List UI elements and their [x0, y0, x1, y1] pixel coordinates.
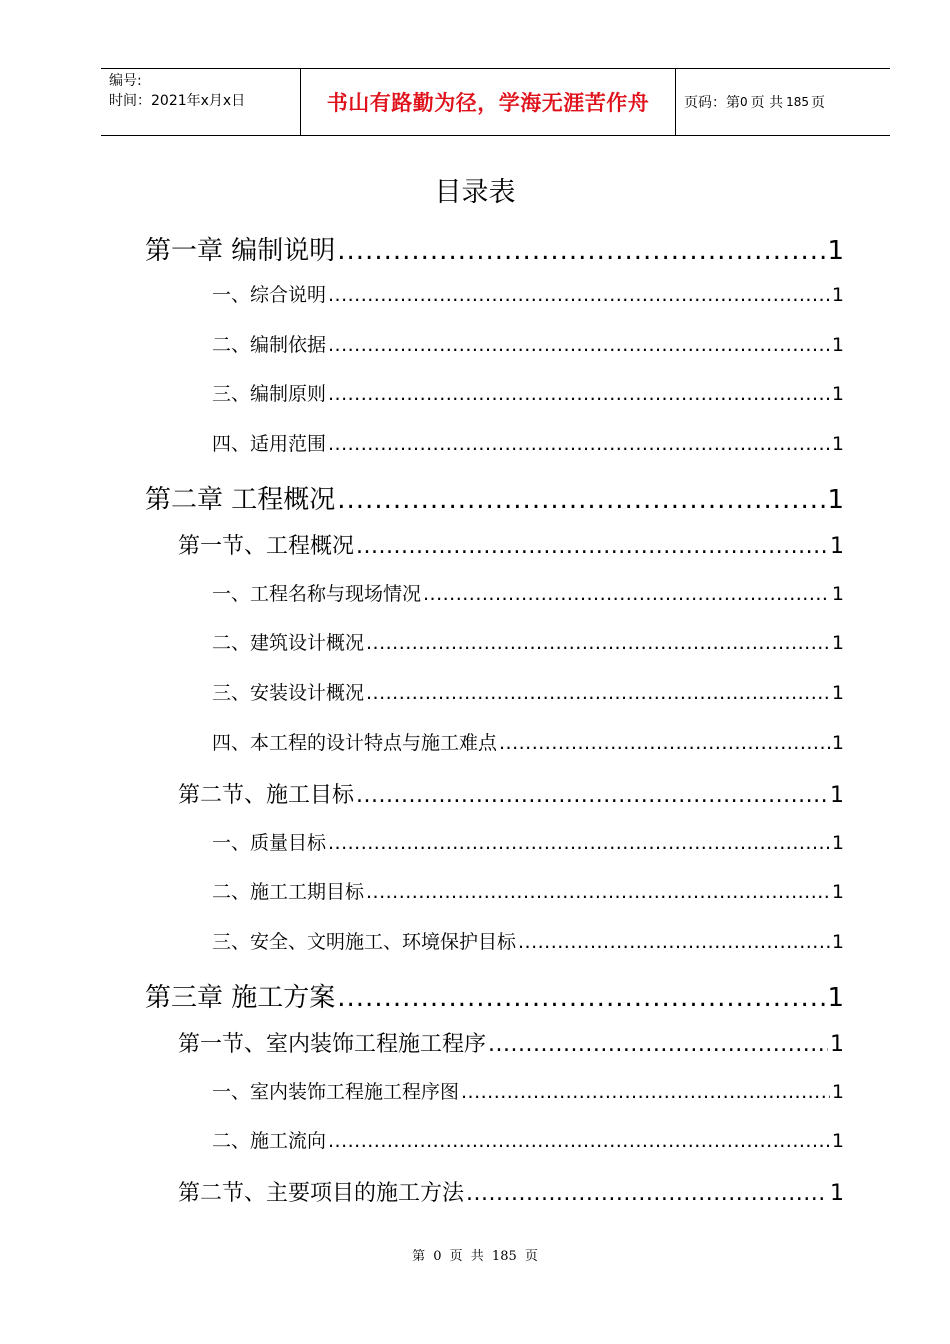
toc-entry-page: 1	[827, 485, 844, 515]
toc-entry-title: 第三章 施工方案	[145, 983, 336, 1013]
toc-entry-page: 1	[831, 383, 844, 405]
toc-entry-page: 1	[831, 682, 844, 704]
toc-entry[interactable]	[212, 828, 844, 855]
toc-entry-page: 1	[831, 1081, 844, 1103]
toc-entry[interactable]	[212, 429, 844, 456]
toc-leader-dots	[356, 534, 828, 559]
toc-entry-title: 二、施工流向	[212, 1130, 327, 1152]
toc-entry-title: 二、施工工期目标	[212, 881, 365, 903]
page-number: 0	[740, 95, 748, 109]
header-motto-cell	[301, 69, 676, 135]
toc-entry-page: 1	[827, 983, 844, 1013]
toc-entry-title: 一、质量目标	[212, 832, 327, 854]
toc-entry[interactable]	[212, 877, 844, 904]
toc-entry[interactable]	[145, 230, 844, 267]
page-footer: 第 0 页 共 185 页	[412, 1249, 538, 1264]
toc-leader-dots	[366, 632, 830, 654]
page-label: 页码：第	[684, 95, 740, 111]
toc-entry[interactable]	[178, 1176, 844, 1207]
toc-entry-page: 1	[831, 284, 844, 306]
serial-label: 编号:	[109, 73, 142, 89]
toc-entry-title: 一、工程名称与现场情况	[212, 583, 422, 605]
toc-entry-title: 第一章 编制说明	[145, 236, 336, 266]
toc-entry-title: 三、编制原则	[212, 383, 327, 405]
toc-entry-title: 一、综合说明	[212, 284, 327, 306]
toc-entry-page: 1	[830, 1181, 844, 1206]
date-label: 时间：2021年x月x日	[109, 93, 246, 109]
toc-entry-title: 三、安装设计概况	[212, 682, 365, 704]
toc-leader-dots	[423, 583, 830, 605]
toc-entry[interactable]	[212, 379, 844, 406]
toc-leader-dots	[337, 236, 825, 266]
toc-entry-page: 1	[830, 534, 844, 559]
toc-entry[interactable]	[212, 579, 844, 606]
toc-entry[interactable]	[212, 1126, 844, 1153]
toc-leader-dots	[337, 485, 825, 515]
toc-entry-page: 1	[831, 832, 844, 854]
toc-entry-title: 一、室内装饰工程施工程序图	[212, 1081, 460, 1103]
toc-leader-dots	[328, 334, 830, 356]
toc-entry-title: 第二章 工程概况	[145, 485, 336, 515]
header-meta	[101, 69, 301, 135]
page-total: 185	[786, 95, 809, 109]
toc-leader-dots	[356, 783, 828, 808]
toc-entry[interactable]	[212, 280, 844, 307]
page-header	[101, 68, 890, 136]
toc-leader-dots	[366, 682, 830, 704]
header-page-info	[676, 69, 890, 135]
toc-entry-page: 1	[830, 783, 844, 808]
toc-entry[interactable]	[178, 778, 844, 809]
toc-entry-page: 1	[827, 236, 844, 266]
toc-leader-dots	[328, 832, 830, 854]
document-title: 目录表	[434, 177, 516, 208]
toc-entry-page: 1	[831, 1130, 844, 1152]
toc-leader-dots	[337, 983, 825, 1013]
toc-entry[interactable]	[178, 529, 844, 560]
header-motto: 书山有路勤为径，学海无涯苦作舟	[326, 90, 650, 115]
toc-entry-title: 二、建筑设计概况	[212, 632, 365, 654]
toc-entry-title: 第一节、工程概况	[178, 534, 355, 559]
toc-leader-dots	[461, 1081, 830, 1103]
toc-entry-page: 1	[831, 433, 844, 455]
toc-leader-dots	[328, 433, 830, 455]
toc-entry-title: 四、本工程的设计特点与施工难点	[212, 732, 498, 754]
toc-entry-page: 1	[830, 1032, 844, 1057]
toc-entry[interactable]	[178, 1027, 844, 1058]
toc-leader-dots	[328, 284, 830, 306]
toc-leader-dots	[488, 1032, 828, 1057]
toc-entry[interactable]	[212, 330, 844, 357]
page-end: 页	[811, 95, 825, 111]
toc-entry[interactable]	[212, 728, 844, 755]
toc-entry[interactable]	[145, 479, 844, 516]
toc-entry-title: 三、安全、文明施工、环境保护目标	[212, 931, 517, 953]
toc-entry[interactable]	[212, 927, 844, 954]
toc-leader-dots	[466, 1181, 828, 1206]
toc-entry[interactable]	[212, 678, 844, 705]
toc-leader-dots	[499, 732, 830, 754]
toc-entry-title: 第一节、室内装饰工程施工程序	[178, 1032, 487, 1057]
toc-leader-dots	[518, 931, 830, 953]
toc-entry[interactable]	[145, 977, 844, 1014]
toc-entry-page: 1	[831, 334, 844, 356]
toc-leader-dots	[366, 881, 830, 903]
toc-entry-title: 二、编制依据	[212, 334, 327, 356]
toc-entry-page: 1	[831, 732, 844, 754]
toc-entry-page: 1	[831, 632, 844, 654]
toc-entry-page: 1	[831, 583, 844, 605]
toc-entry-page: 1	[831, 931, 844, 953]
toc-entry[interactable]	[212, 628, 844, 655]
toc-entry-page: 1	[831, 881, 844, 903]
toc-leader-dots	[328, 383, 830, 405]
page-mid: 页 共	[750, 95, 784, 111]
toc-entry[interactable]	[212, 1077, 844, 1104]
toc-leader-dots	[328, 1130, 830, 1152]
toc-entry-title: 四、适用范围	[212, 433, 327, 455]
toc-entry-title: 第二节、施工目标	[178, 783, 355, 808]
toc-entry-title: 第二节、主要项目的施工方法	[178, 1181, 465, 1206]
